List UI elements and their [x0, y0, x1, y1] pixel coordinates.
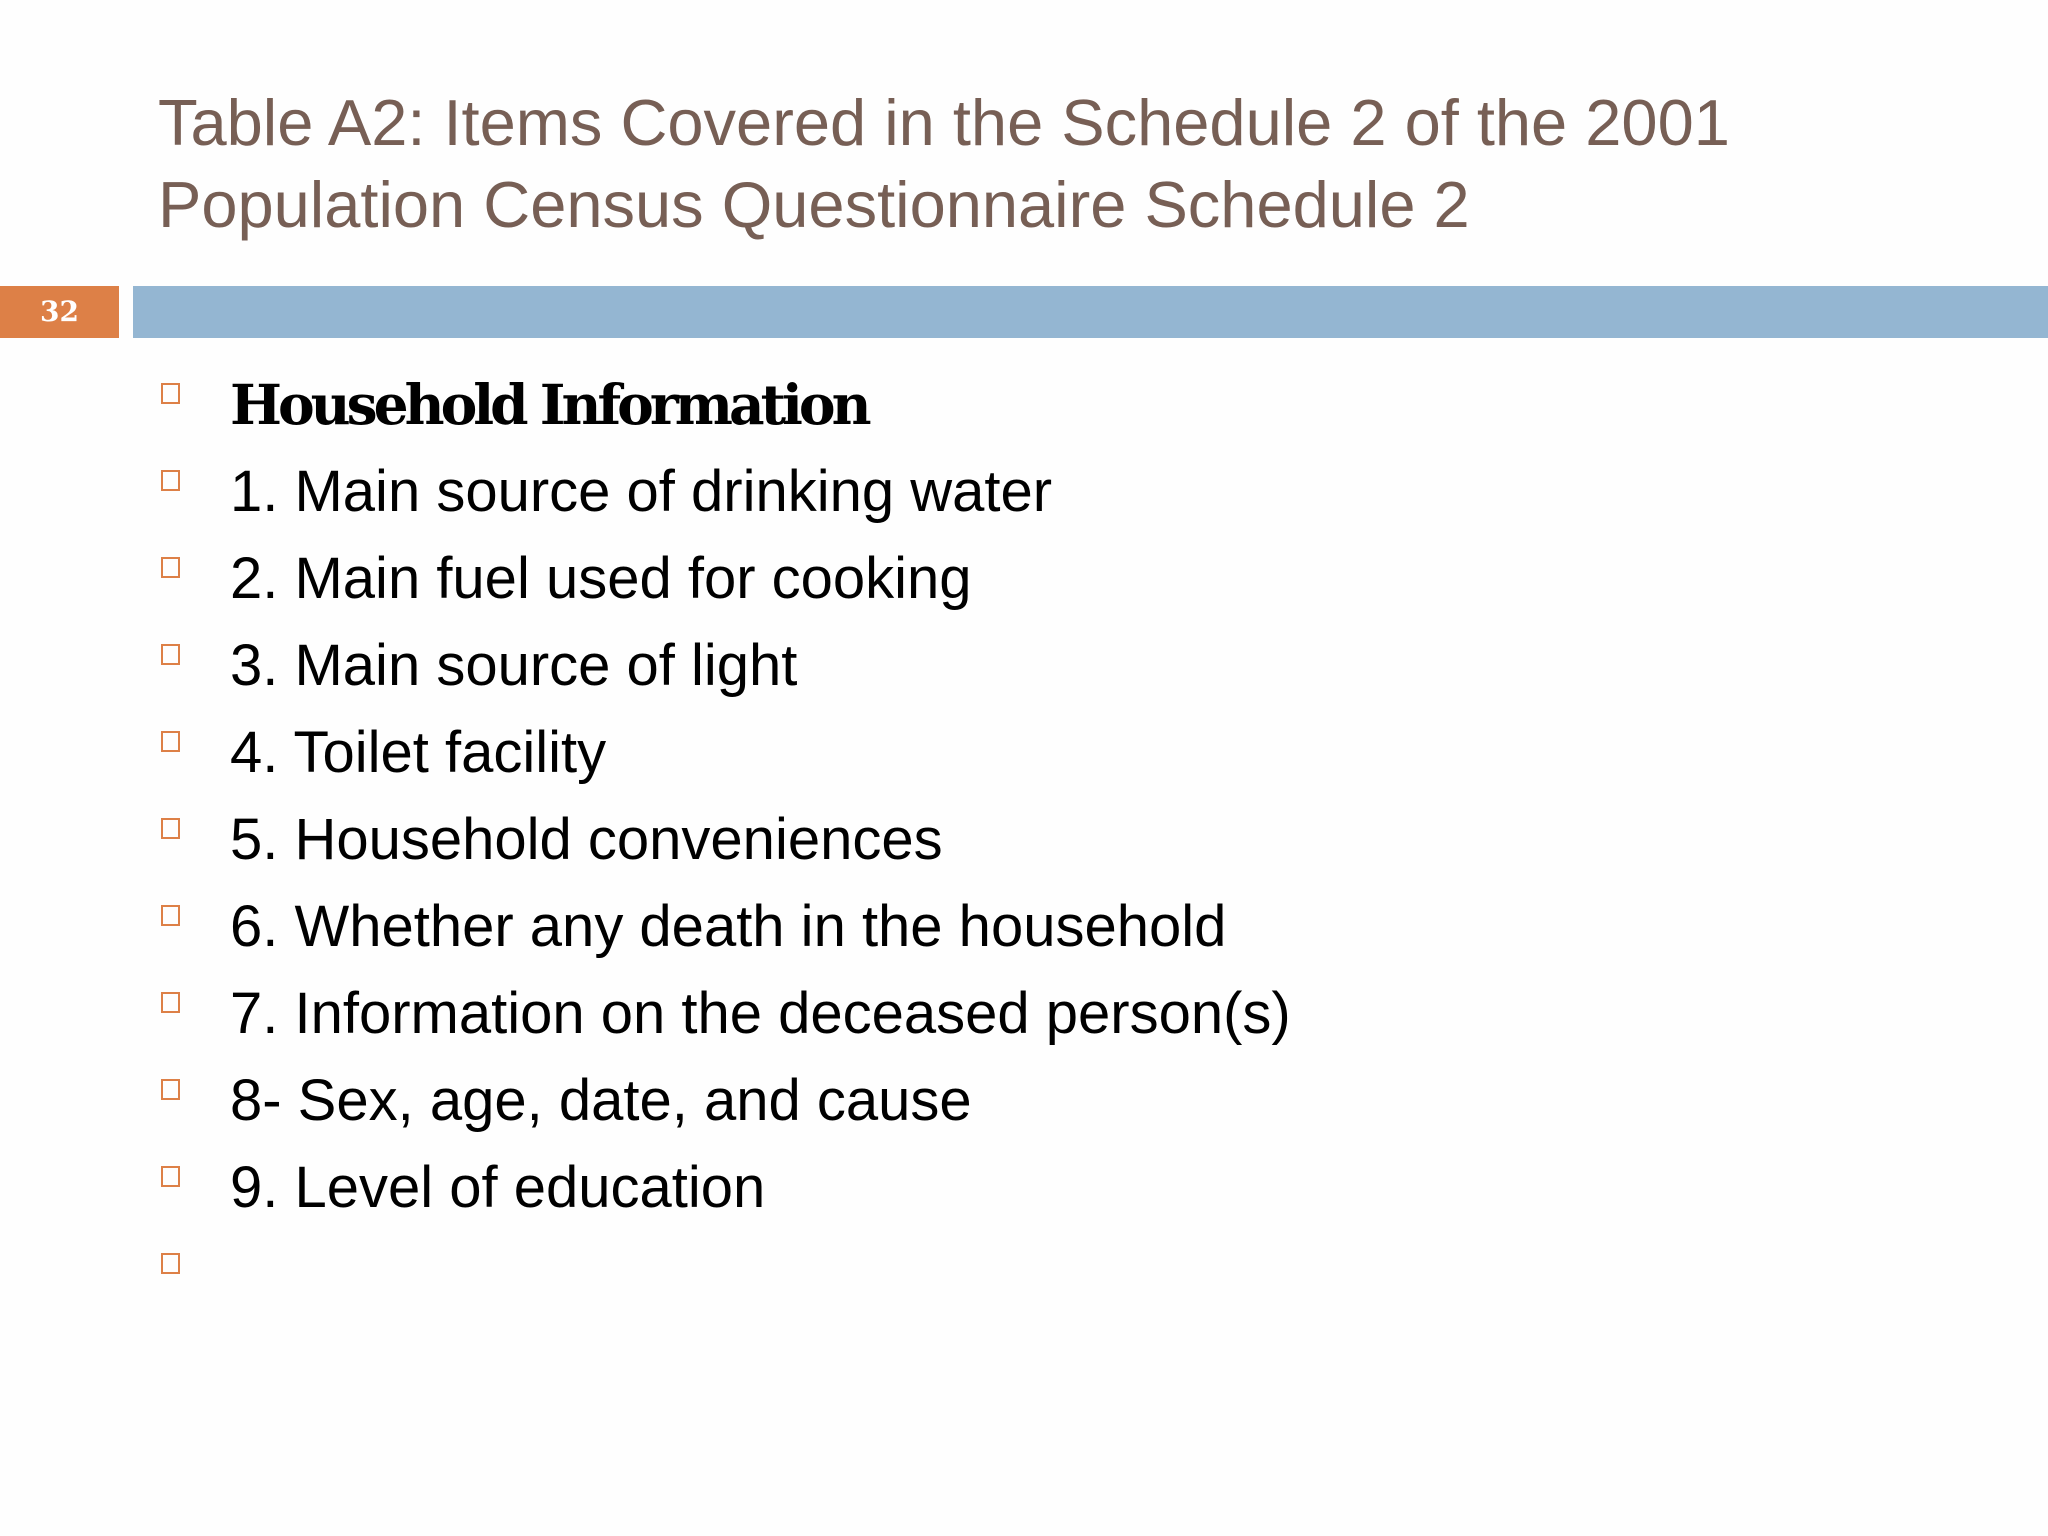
bullet-text: 4. Toilet facility [230, 720, 607, 785]
square-bullet-icon [161, 1166, 180, 1187]
bullet-text: 8- Sex, age, date, and cause [230, 1068, 972, 1133]
bullet-text: 9. Level of education [230, 1155, 766, 1220]
bullet-text: Household Information [230, 372, 868, 437]
bullet-text: 2. Main fuel used for cooking [230, 546, 972, 611]
square-bullet-icon [161, 818, 180, 839]
bullet-text: 5. Household conveniences [230, 807, 943, 872]
list-item [158, 977, 1291, 1064]
square-bullet-icon [161, 905, 180, 926]
list-item-empty [158, 1238, 1291, 1325]
square-bullet-icon [161, 557, 180, 578]
square-bullet-icon [161, 731, 180, 752]
list-item [158, 890, 1291, 977]
slide-number: 32 [0, 286, 119, 338]
bullet-text: 1. Main source of drinking water [230, 459, 1053, 524]
bullet-text: 7. Information on the deceased person(s) [230, 981, 1291, 1046]
title-accent-bar [133, 286, 2048, 338]
square-bullet-icon [161, 644, 180, 665]
bullet-list [158, 368, 1291, 1325]
square-bullet-icon [161, 1079, 180, 1100]
square-bullet-icon [161, 470, 180, 491]
square-bullet-icon [161, 1253, 180, 1274]
square-bullet-icon [161, 992, 180, 1013]
list-item [158, 629, 1291, 716]
bullet-text: 6. Whether any death in the household [230, 894, 1227, 959]
list-item [158, 455, 1291, 542]
slide-title: Table A2: Items Covered in the Schedule 2 of the 2001 Population Census Questionnaire Schedule 2 [158, 86, 1730, 241]
list-item [158, 542, 1291, 629]
list-item [158, 1151, 1291, 1238]
list-item [158, 803, 1291, 890]
list-item [158, 716, 1291, 803]
list-item [158, 1064, 1291, 1151]
list-item-heading [158, 368, 1291, 455]
square-bullet-icon [161, 383, 180, 404]
bullet-text: 3. Main source of light [230, 633, 798, 698]
